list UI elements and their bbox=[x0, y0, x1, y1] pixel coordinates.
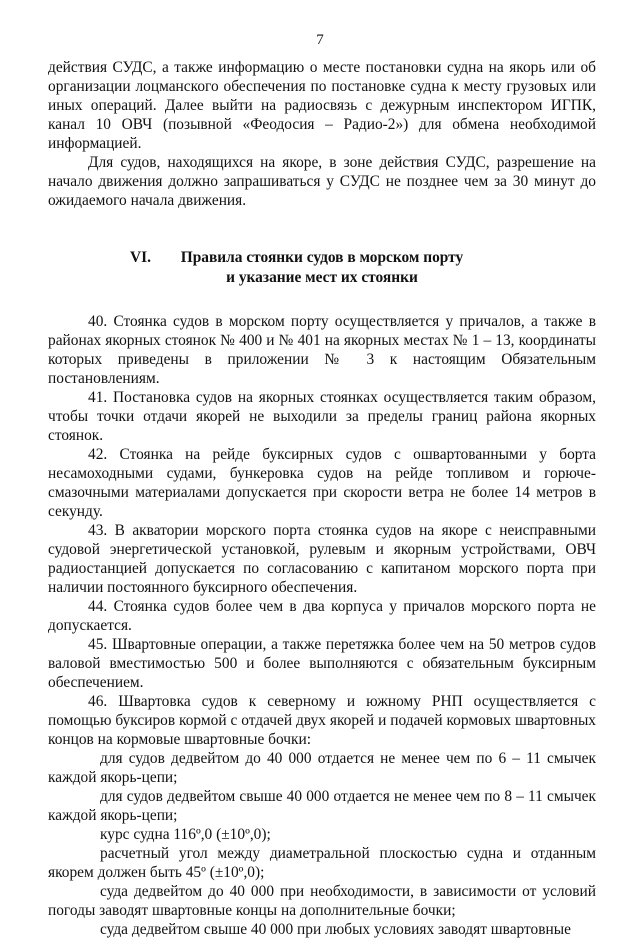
section-number: VI. bbox=[130, 249, 151, 266]
item-43: 43. В акватории морского порта стоянка судов на якоре с неисправными судовой энергетической установкой, рулевым и якорным устройствами, ОВЧ радиостанцией допускается по согласованию с капитаном морского порта при наличии постоянного буксирного обеспечения. bbox=[48, 522, 596, 596]
paragraph-continuation: действия СУДС, а также информацию о месте постановки судна на якорь или об организации лоцманского обеспечения по постановке судна к месту грузовых или иных операций. Далее выйти на радиосвязь с дежурным инспектором ИГПК, канал 10 ОВЧ (позывной «Феодосия – Радио-2») для обмена необходимой информацией. bbox=[48, 59, 596, 152]
item-45: 45. Швартовные операции, а также перетяжка более чем на 50 метров судов валовой вместимостью 500 и более выполняются с обязательным буксирным обеспечением. bbox=[48, 636, 596, 691]
section-title-line1: Правила стоянки судов в морском порту bbox=[180, 249, 464, 266]
sub-item-course: курс судна 116º,0 (±10º,0); bbox=[100, 826, 271, 843]
item-41: 41. Постановка судов на якорных стоянках осуществляется таким образом, чтобы точки отдачи якорей не выходили за пределы границ района якорных стоянок. bbox=[48, 389, 596, 444]
section-title-line2: и указание мест их стоянки bbox=[226, 269, 418, 286]
sub-item-anchor-chain-large: для судов дедвейтом свыше 40 000 отдается не менее чем по 8 – 11 смычек каждой якорь-цепи; bbox=[48, 788, 596, 824]
document-body bbox=[48, 58, 596, 939]
page-number: 7 bbox=[316, 32, 324, 48]
item-46: 46. Швартовка судов к северному и южному РНП осуществляется с помощью буксиров кормой с отдачей двух якорей и подачей кормовых швартовных концов на кормовые швартовные бочки: bbox=[48, 693, 596, 748]
item-42: 42. Стоянка на рейде буксирных судов с ошвартованными у борта несамоходными судами, бункеровка судов на рейде топливом и горюче-смазочными материалами допускается при скорости ветра не более 14 метров в секунду. bbox=[48, 446, 596, 520]
section-heading bbox=[48, 248, 596, 288]
sub-item-large-vessels: суда дедвейтом свыше 40 000 при любых условиях заводят швартовные bbox=[100, 921, 571, 938]
sub-item-angle: расчетный угол между диаметральной плоскостью судна и отданным якорем должен быть 45º (±10º,0); bbox=[48, 845, 596, 881]
sub-item-extra-buoys: суда дедвейтом до 40 000 при необходимости, в зависимости от условий погоды заводят швартовные концы на дополнительные бочки; bbox=[48, 883, 596, 919]
paragraph-anchored-ships: Для судов, находящихся на якоре, в зоне действия СУДС, разрешение на начало движения должно запрашиваться у СУДС не позднее чем за 30 минут до ожидаемого начала движения. bbox=[48, 154, 596, 209]
sub-item-anchor-chain-small: для судов дедвейтом до 40 000 отдается не менее чем по 6 – 11 смычек каждой якорь-цепи; bbox=[48, 750, 596, 786]
item-40: 40. Стоянка судов в морском порту осуществляется у причалов, а также в районах якорных стоянок № 400 и № 401 на якорных местах № 1 – 13, координаты которых приведены в приложении № 3 к настоящим Обязательным постановлениям. bbox=[48, 313, 596, 387]
item-44: 44. Стоянка судов более чем в два корпуса у причалов морского порта не допускается. bbox=[48, 598, 596, 634]
